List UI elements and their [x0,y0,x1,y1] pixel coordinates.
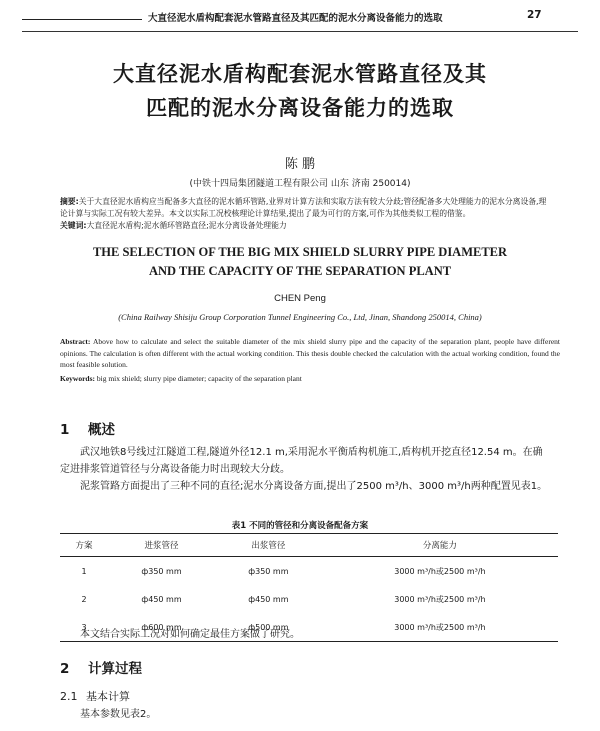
table-header-cell: 进浆管径 [108,534,215,557]
abstract-en [60,336,560,371]
title-en-line1: THE SELECTION OF THE BIG MIX SHIELD SLURRY PIPE DIAMETER [92,245,508,259]
running-header [0,8,600,30]
section-2-1-number: 2.1 [60,690,78,703]
section-2-1-para [60,706,550,723]
section-1-heading [60,418,115,438]
table-cell: ф350 mm [248,566,289,576]
section-2-1-heading [60,688,130,704]
table-cell: 3 [60,613,108,642]
abstract-cn-label: 摘要: [60,197,79,206]
table-header-cell: 分离能力 [322,534,558,557]
table-cell: 3000 m³/h或2500 m³/h [394,566,486,576]
abstract-en-label: Abstract: [60,337,91,346]
after-table-text: 本文结合实际工况对如何确定最佳方案做了研究。 [80,629,300,640]
keywords-cn [60,220,550,232]
abstract-cn-text: 关于大直径泥水盾构应当配备多大直径的泥水循环管路,业界对计算方法和实取方法有较大分歧;管径配备多大处理能力的泥水分离设备,理论计算与实际工况有较大差异。本文以实际工况校核理论计算结果,提出了最为可行的方案,可作为其他类似工程的借鉴。 [60,197,547,218]
section-2-heading [60,657,142,677]
header-divider [22,31,578,32]
keywords-en [60,373,560,385]
keywords-cn-text: 大直径泥水盾构;泥水循环管路直径;泥水分离设备处理能力 [86,221,287,230]
section-2-1-title: 基本计算 [86,690,130,703]
table-cell: 1 [81,566,87,576]
keywords-en-label: Keywords: [60,374,95,383]
section-2-title: 计算过程 [88,661,142,677]
keywords-cn-label: 关键词: [60,221,87,230]
table-cell: ф450 mm [248,594,289,604]
abstract-cn [60,196,550,220]
title-cn-line1: 大直径泥水盾构配套泥水管路直径及其 [113,62,487,86]
running-title: 大直径泥水盾构配套泥水管路直径及其匹配的泥水分离设备能力的选取 [148,13,443,24]
section-2-number: 2 [60,661,70,677]
table-cell: 2 [81,594,87,604]
table-header-cell: 出浆管径 [215,534,322,557]
section-1-para2-text: 泥浆管路方面提出了三种不同的直径;泥水分离设备方面,提出了2500 m³/h、3000 m³/h两种配置见表1。 [80,481,548,492]
keywords-en-text: big mix shield; slurry pipe diameter; capacity of the separation plant [96,374,302,383]
table-cell: 3000 m³/h或2500 m³/h [322,613,558,642]
section-2-1-para-text: 基本参数见表2。 [80,709,157,720]
author-cn: 陈 鹏 [284,157,316,172]
section-1-para1 [60,444,550,478]
section-1-para2 [60,478,550,495]
title-en-line2: AND THE CAPACITY OF THE SEPARATION PLANT [148,264,452,278]
section-1-para1-text: 武汉地铁8号线过江隧道工程,隧道外径12.1 m,采用泥水平衡盾构机施工,盾构机开挖直径12.54 m。在确定进排浆管道管径与分离设备能力时出现较大分歧。 [60,447,543,475]
table-cell: ф500 mm [215,613,322,642]
table-header-cell: 方案 [60,534,108,557]
author-en: CHEN Peng [274,293,326,304]
abstract-en-text: Above how to calculate and select the suitable diameter of the mix shield slurry pipe and the capacity of the separation plant, people have different opinions. The calculation is often different with the actual working condition. This thesis double checked the calculation with the actual working condition, found the most feasible solution. [60,337,560,369]
table-row [60,557,558,586]
title-cn-line2: 匹配的泥水分离设备能力的选取 [146,96,454,120]
table-1-caption: 表1 不同的管径和分离设备配备方案 [231,521,369,531]
table-row [60,585,558,613]
table-cell: ф350 mm [141,566,182,576]
after-table-para [60,626,550,643]
table-cell: ф600 mm [108,613,215,642]
table-cell: ф450 mm [141,594,182,604]
table-header-row [60,534,558,557]
page-number: 27 [527,9,542,21]
table-cell: 3000 m³/h或2500 m³/h [394,594,486,604]
section-1-title: 概述 [88,422,115,438]
affiliation-cn: (中铁十四局集团隧道工程有限公司 山东 济南 250014) [189,179,411,189]
affiliation-en: (China Railway Shisiju Group Corporation Tunnel Engineering Co., Ltd, Jinan, Shandong 250014, China) [118,312,482,322]
header-rule-left [22,19,142,20]
section-1-number: 1 [60,422,70,438]
